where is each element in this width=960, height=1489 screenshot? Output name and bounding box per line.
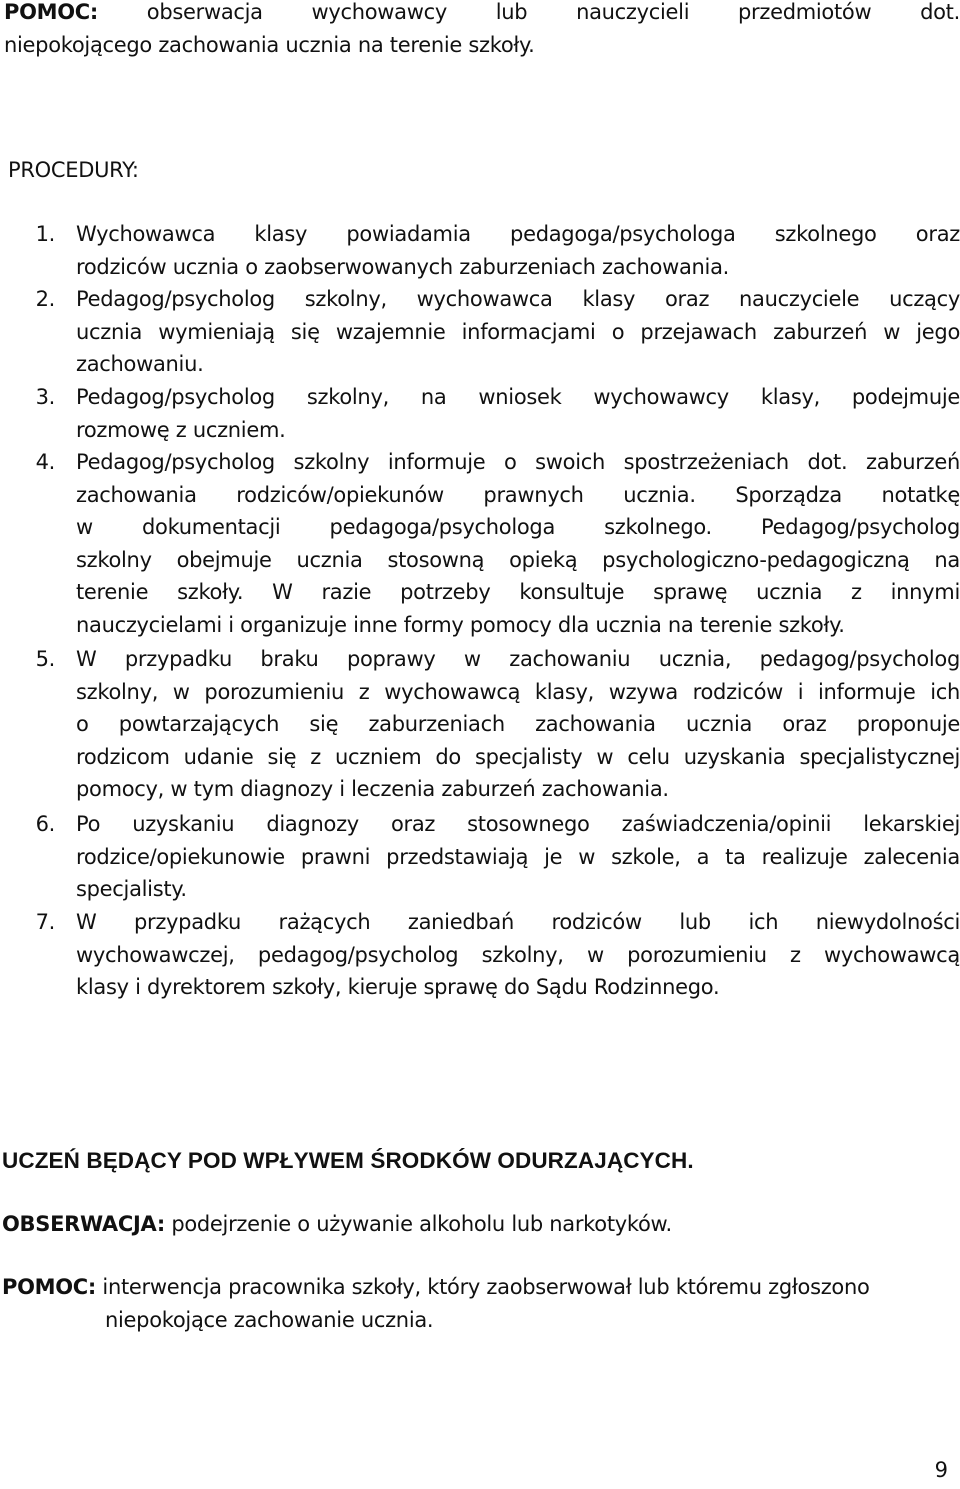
list-line: klasy i dyrektorem szkoły, kieruje sprawę do Sądu Rodzinnego. [76,975,720,999]
list-line: rodziców ucznia o zaobserwowanych zaburzeniach zachowania. [76,254,730,279]
list-line: Pedagog/psycholog szkolny, wychowawca klasy oraz nauczyciele uczący [76,287,960,311]
obserwacja-section [2,1208,672,1241]
pomoc2-text-1: interwencja pracownika szkoły, który zaobserwował lub któremu zgłoszono [102,1275,870,1299]
list-line: zachowaniu. [76,352,204,376]
pomoc-section [4,0,960,61]
pomoc2-line-1 [2,1271,960,1304]
list-line: w dokumentacji pedagoga/psychologa szkolnego. Pedagog/psycholog [76,515,960,539]
procedury-label: PROCEDURY: [8,158,139,182]
pomoc-line-1 [4,0,960,29]
list-line: ucznia wymieniają się wzajemnie informacjami o przejawach zaburzeń w jego [76,319,960,344]
list-number: 2. [35,287,55,311]
list-line: nauczycielami i organizuje inne formy pomocy dla ucznia na terenie szkoły. [76,612,845,637]
list-line: Po uzyskaniu diagnozy oraz stosownego zaświadczenia/opinii lekarskiej [76,812,960,836]
list-line: pomocy, w tym diagnozy i leczenia zaburzeń zachowania. [76,777,669,801]
list-line: szkolny obejmuje ucznia stosowną opieką psychologiczno-pedagogiczną na [76,547,960,572]
pomoc-text-1: obserwacja wychowawcy lub nauczycieli przedmiotów dot. [146,0,960,24]
list-line: o powtarzających się zaburzeniach zachowania ucznia oraz proponuje [76,712,960,736]
list-number: 1. [35,222,55,246]
list-line: specjalisty. [76,877,187,901]
list-line: Wychowawca klasy powiadamia pedagoga/psychologa szkolnego oraz [76,222,960,246]
list-number: 6. [35,812,55,836]
section-heading: UCZEŃ BĘDĄCY POD WPŁYWEM ŚRODKÓW ODURZAJĄCYCH. [2,1148,694,1173]
pomoc-line-2: niepokojącego zachowania ucznia na terenie szkoły. [4,32,535,57]
list-number: 7. [35,910,55,934]
list-number: 4. [35,450,55,474]
pomoc2-line-2: niepokojące zachowanie ucznia. [105,1307,434,1332]
list-number: 3. [35,385,55,409]
list-line: rozmowę z uczniem. [76,417,286,442]
list-line: W przypadku braku poprawy w zachowaniu ucznia, pedagog/psycholog [76,647,960,671]
list-line: rodzicom udanie się z uczniem do specjalisty w celu uzyskania specjalistycznej [76,744,960,769]
list-line: rodzice/opiekunowie prawni przedstawiają je w szkole, a ta realizuje zalecenia [76,844,960,869]
list-line: Pedagog/psycholog szkolny, na wniosek wychowawcy klasy, podejmuje [76,385,960,409]
page-number: 9 [934,1458,948,1482]
list-line: zachowania rodziców/opiekunów prawnych ucznia. Sporządza notatkę [76,482,960,507]
list-line: szkolny, w porozumieniu z wychowawcą klasy, wzywa rodziców i informuje ich [76,679,960,704]
list-line: terenie szkoły. W razie potrzeby konsultuje sprawę ucznia z innymi [76,580,960,604]
obserwacja-text: podejrzenie o używanie alkoholu lub narkotyków. [171,1212,672,1236]
pomoc2-section [2,1271,960,1336]
list-line: wychowawczej, pedagog/psycholog szkolny, w porozumieniu z wychowawcą [76,942,960,967]
obserwacja-label: OBSERWACJA: [2,1212,165,1236]
pomoc2-label: POMOC: [2,1275,97,1299]
list-line: Pedagog/psycholog szkolny informuje o swoich spostrzeżeniach dot. zaburzeń [76,450,960,474]
list-line: W przypadku rażących zaniedbań rodziców lub ich niewydolności [76,910,960,934]
pomoc-label: POMOC: [4,0,99,24]
list-number: 5. [35,647,55,671]
